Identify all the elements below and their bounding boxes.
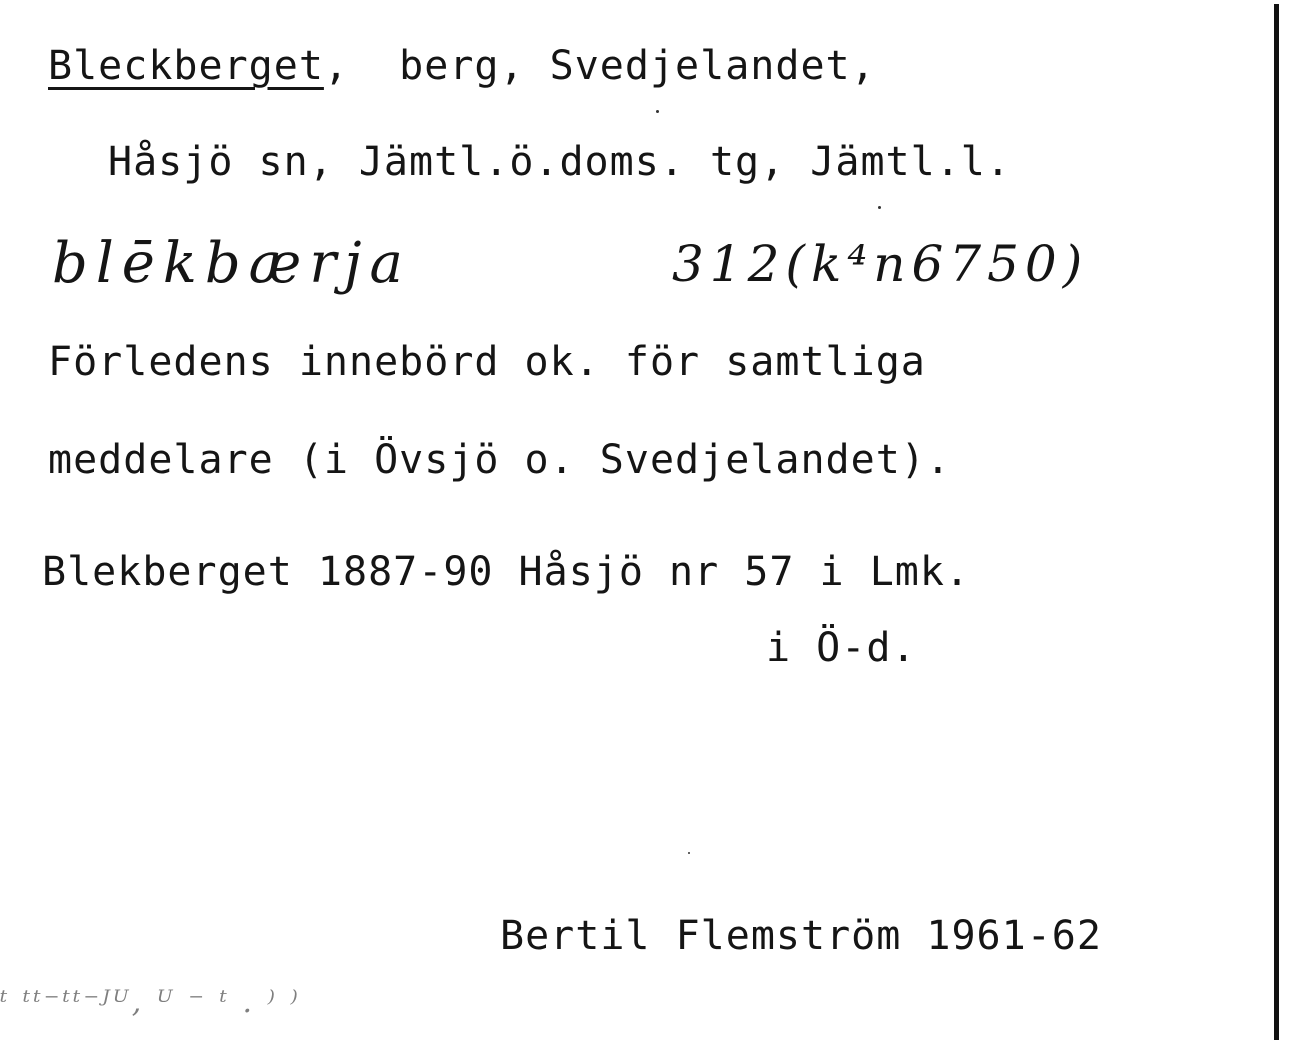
card-line-1 (48, 42, 876, 90)
card-line-4: meddelare (i Övsjö o. Svedjelandet). (48, 437, 951, 483)
ink-speck (878, 206, 881, 209)
ink-speck (656, 110, 659, 113)
bottom-smudge: ᵗ ᵗᵗ⁻ᵗᵗ⁻ᴶᵁ, ᵁ ⁻ ᵗ . ⁾ ⁾ (0, 985, 301, 1020)
card-edge-line (1274, 4, 1279, 1040)
handwritten-reference: 312(k⁴n6750) (672, 235, 1089, 293)
card-line-3: Förledens innebörd ok. för samtliga (48, 339, 926, 385)
card-line-6: i Ö-d. (766, 625, 917, 671)
ink-speck (688, 852, 690, 854)
handwritten-phonetic: blēkbærja (52, 231, 411, 296)
headword: Bleckberget (48, 43, 324, 89)
line-1-rest: , berg, Svedjelandet, (323, 43, 876, 89)
card-line-2: Håsjö sn, Jämtl.ö.doms. tg, Jämtl.l. (108, 139, 1011, 185)
card-line-5: Blekberget 1887-90 Håsjö nr 57 i Lmk. (42, 549, 971, 595)
signature: Bertil Flemström 1961-62 (500, 913, 1102, 959)
